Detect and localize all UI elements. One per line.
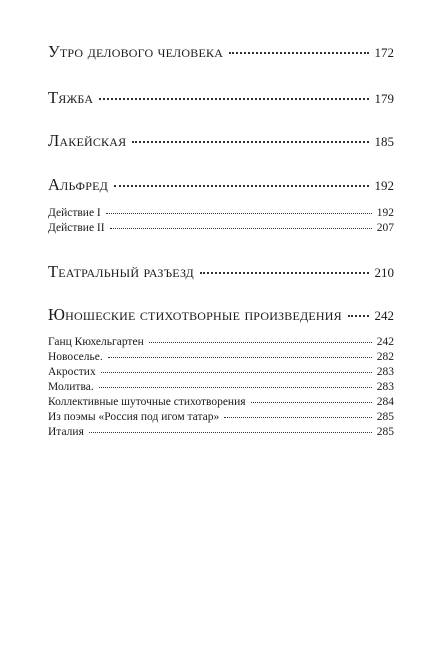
toc-entry-title: Утро делового человека: [48, 42, 224, 61]
toc-subentry-title: Действие I: [48, 207, 101, 219]
toc-subentry-page: 284: [376, 396, 394, 408]
toc-subentry-page: 207: [376, 222, 394, 234]
toc-subentry-title: Ганц Кюхельгартен: [48, 336, 144, 348]
toc-entry: [48, 175, 394, 195]
dot-leader: [229, 51, 368, 54]
toc-entry-page: 179: [374, 91, 394, 106]
toc-subentry-title: Действие II: [48, 222, 105, 234]
dot-leader: [99, 386, 372, 388]
toc-subentry-page: 285: [376, 426, 394, 438]
toc-subentry-title: Новоселье.: [48, 351, 103, 363]
toc-subentry: [48, 411, 394, 423]
dot-leader: [89, 431, 372, 433]
toc-subentry-page: 242: [376, 336, 394, 348]
dot-leader: [106, 212, 372, 214]
toc-entry: [48, 262, 394, 282]
toc-subentry: [48, 207, 394, 219]
dot-leader: [108, 356, 372, 358]
toc-subentry: [48, 426, 394, 438]
toc-entry-page: 185: [374, 134, 394, 149]
toc-subentry-title: Из поэмы «Россия под игом татар»: [48, 411, 220, 423]
toc-subentry-title: Акростих: [48, 366, 96, 378]
toc-subentry: [48, 381, 394, 393]
toc-entry-title: Тяжба: [48, 88, 94, 107]
dot-leader: [114, 184, 368, 187]
dot-leader: [132, 140, 368, 143]
toc-subentry-page: 285: [376, 411, 394, 423]
toc-subentry: [48, 366, 394, 378]
dot-leader: [110, 227, 372, 229]
toc-subentry-title: Италия: [48, 426, 84, 438]
toc-entry-page: 172: [374, 45, 394, 60]
toc-entry: [48, 131, 394, 151]
toc-subentry-title: Молитва.: [48, 381, 94, 393]
dot-leader: [251, 401, 372, 403]
toc-subentry: [48, 336, 394, 348]
toc-subentry-page: 282: [376, 351, 394, 363]
toc-entry-page: 192: [374, 178, 394, 193]
toc-entry-title: Юношеские стихотворные произведения: [48, 305, 342, 324]
toc-subentry-page: 192: [376, 207, 394, 219]
toc-subentry-page: 283: [376, 381, 394, 393]
toc-entry-page: 242: [374, 308, 394, 323]
dot-leader: [99, 97, 368, 100]
toc-entry-title: Театральный разъезд: [48, 262, 194, 281]
toc-entry: [48, 42, 394, 62]
toc-subentry: [48, 222, 394, 234]
toc-entry-page: 210: [374, 265, 394, 280]
toc-entry-title: Лакейская: [48, 131, 127, 150]
dot-leader: [224, 416, 372, 418]
toc-entry: [48, 88, 394, 108]
dot-leader: [101, 371, 372, 373]
toc-entry: [48, 305, 394, 325]
toc-subentry-title: Коллективные шуточные стихотворения: [48, 396, 246, 408]
dot-leader: [149, 341, 372, 343]
dot-leader: [200, 271, 369, 274]
toc-subentry: [48, 351, 394, 363]
toc-subentry-page: 283: [376, 366, 394, 378]
toc-entry-title: Альфред: [48, 175, 109, 194]
toc-subentry: [48, 396, 394, 408]
dot-leader: [348, 314, 369, 317]
